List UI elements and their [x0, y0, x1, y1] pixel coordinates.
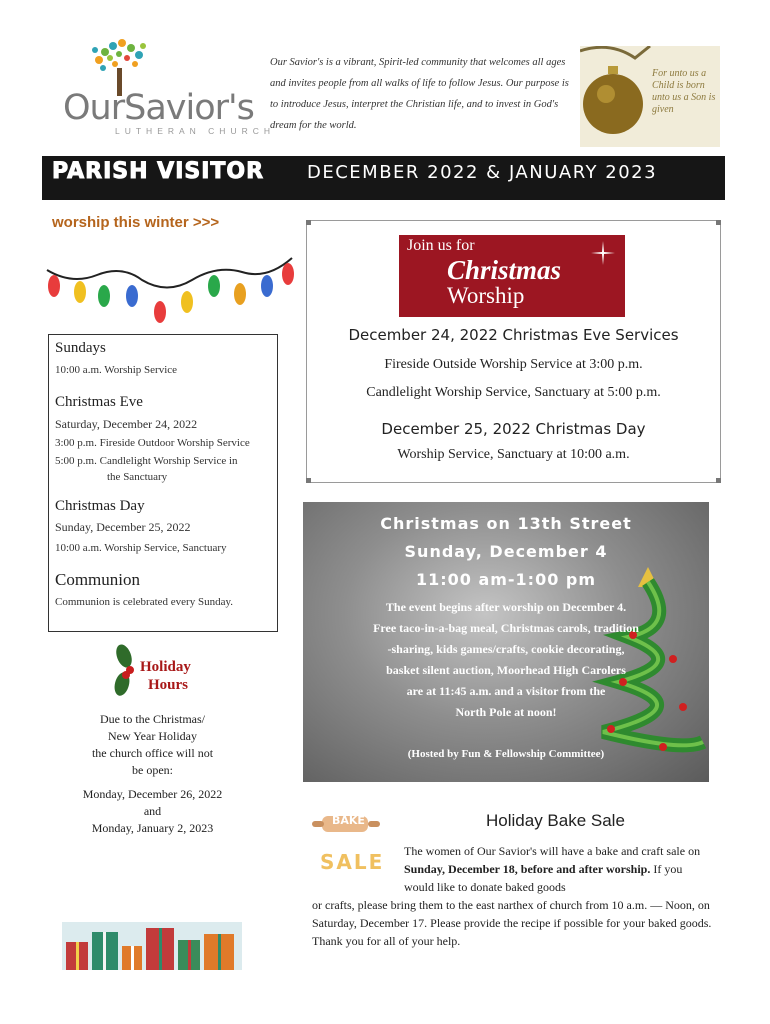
candlelight-service-text: Candlelight Worship Service, Sanctuary at 5:00 p.m.: [366, 385, 661, 400]
street-detail-6: North Pole at noon!: [455, 705, 557, 719]
header-banner: [42, 156, 725, 200]
corner-br: [716, 478, 721, 483]
logo-subtitle: LUTHERAN CHURCH: [115, 126, 276, 136]
bake-sale-details: or crafts, please bring them to the east narthex of church from 10 a.m. — Noon, on Saturday, December 17. Please provide the recipe if possible for your baked goods. Thank you for all of your help.: [312, 898, 712, 948]
christmas-text: Christmas: [447, 255, 562, 285]
bake-sale-image: [312, 812, 385, 882]
street-event-title: Christmas on 13th Street: [380, 514, 632, 533]
closure-line-4: be open:: [132, 763, 173, 777]
bake-text-c: If you would like to donate baked goods: [404, 862, 683, 894]
church-logo: [55, 38, 276, 138]
holiday-hours-line1: Holiday: [140, 659, 191, 675]
holiday-closure-notice: [50, 711, 255, 779]
holiday-hours-image: [110, 642, 210, 704]
star-icon: [591, 241, 615, 265]
closure-line-1: Due to the Christmas/: [100, 712, 205, 726]
street-host-note: (Hosted by Fun & Fellowship Committee): [407, 748, 605, 760]
bake-sale-intro: [404, 842, 714, 896]
christmas-eve-service-1: 3:00 p.m. Fireside Outdoor Worship Service: [55, 437, 250, 449]
street-detail-4: basket silent auction, Moorhead High Carolers: [386, 663, 626, 677]
bake-text-a: The women of Our Savior's will have a bake and craft sale on: [404, 844, 701, 858]
bake-sale-title: Holiday Bake Sale: [486, 811, 625, 830]
worship-text: Worship: [447, 283, 525, 308]
closure-line-3: the church office will not: [91, 746, 214, 760]
christmas-day-heading: Christmas Day: [55, 498, 145, 514]
closure-date-1: Monday, December 26, 2022: [82, 787, 223, 801]
intro-text: Our Savior's is a vibrant, Spirit-led community that welcomes all ages and invites people from all walks of life to follow Jesus. Our purpose is to introduce Jesus, interpret the Christian life, and to invest in God's dream for the world.: [270, 57, 569, 131]
corner-bl: [306, 478, 311, 483]
logo-wordmark: OurSavior's: [63, 88, 254, 128]
christmas-day-service: 10:00 a.m. Worship Service, Sanctuary: [55, 542, 227, 554]
closure-line-2: New Year Holiday: [108, 729, 197, 743]
christmas-day-service-text: Worship Service, Sanctuary at 10:00 a.m.: [397, 447, 630, 462]
christmas-day-date: Sunday, December 25, 2022: [55, 520, 191, 534]
ornament-image: [580, 46, 720, 147]
ornament-icon: [580, 46, 660, 147]
string-lights-icon: [42, 240, 297, 330]
christmas-eve-service-2: 5:00 p.m. Candlelight Worship Service in: [55, 455, 238, 467]
christmas-eve-service-2-cont: the Sanctuary: [107, 471, 168, 483]
bake-text-bold: Sunday, December 18, before and after worship.: [404, 862, 651, 876]
worship-header: worship this winter >>>: [52, 214, 220, 231]
communion-heading: Communion: [55, 570, 141, 589]
street-detail-1: The event begins after worship on December 4.: [385, 600, 627, 614]
holiday-hours-line2: Hours: [148, 677, 189, 693]
join-us-text: Join us for: [407, 237, 475, 254]
christmas-eve-services-heading: December 24, 2022 Christmas Eve Services: [348, 326, 679, 344]
fireside-service-text: Fireside Outside Worship Service at 3:00 p.m.: [384, 357, 643, 372]
worship-schedule-box: [48, 334, 278, 632]
street-detail-3: -sharing, kids games/crafts, cookie decorating,: [387, 642, 625, 656]
street-detail-2: Free taco-in-a-bag meal, Christmas carols, tradition: [373, 621, 639, 635]
closure-date-2: Monday, January 2, 2023: [91, 821, 214, 835]
christmas-day-services-heading: December 25, 2022 Christmas Day: [381, 420, 646, 438]
newsletter-date: DECEMBER 2022 & JANUARY 2023: [307, 162, 658, 183]
gifts-icon: [62, 922, 242, 970]
closure-and: and: [143, 804, 162, 818]
christmas-13th-street-panel: [303, 502, 709, 782]
corner-tl: [306, 220, 311, 225]
bake-label: BAKE: [332, 814, 365, 827]
sundays-heading: Sundays: [55, 340, 106, 356]
join-us-christmas-banner: [399, 235, 625, 317]
corner-tr: [716, 220, 721, 225]
gift-boxes-image: [62, 922, 242, 970]
holly-icon: [110, 642, 140, 704]
christmas-eve-heading: Christmas Eve: [55, 394, 143, 410]
newsletter-title: PARISH VISITOR: [52, 159, 265, 184]
sundays-time: 10:00 a.m. Worship Service: [55, 364, 178, 376]
holiday-hours-title: [140, 658, 191, 694]
street-event-time: 11:00 am-1:00 pm: [415, 570, 597, 589]
street-detail-5: are at 11:45 a.m. and a visitor from the: [406, 684, 606, 698]
communion-text: Communion is celebrated every Sunday.: [55, 596, 233, 608]
sale-label: SALE: [320, 850, 385, 874]
closure-dates: [50, 786, 255, 837]
street-event-date: Sunday, December 4: [404, 542, 608, 561]
christmas-worship-box: [306, 220, 721, 483]
ornament-verse: For unto us a Child is born unto us a Son is given: [652, 68, 716, 115]
christmas-eve-date: Saturday, December 24, 2022: [55, 417, 198, 431]
